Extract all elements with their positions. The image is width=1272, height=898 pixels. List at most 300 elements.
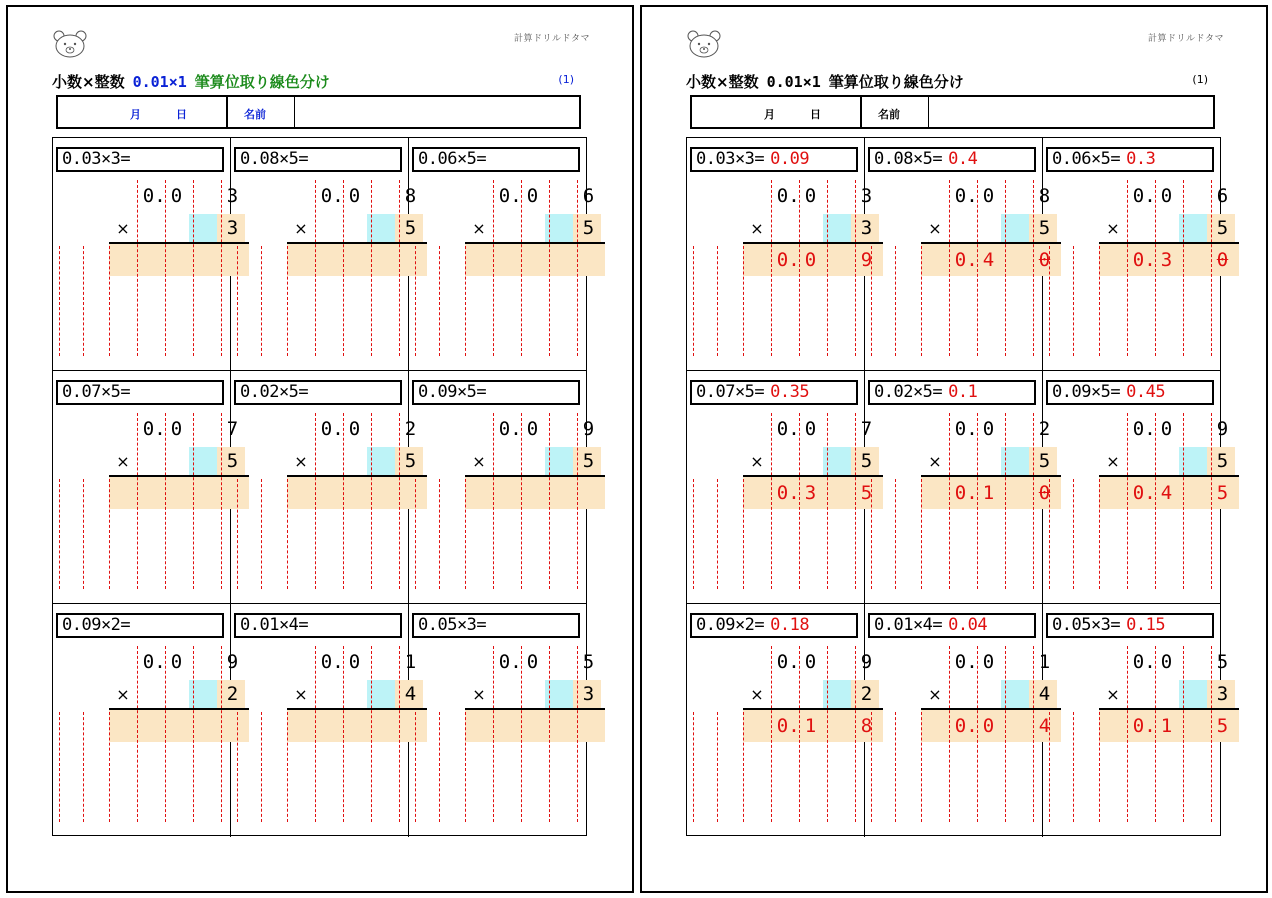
- multiplicand-digit: 1: [1038, 651, 1051, 673]
- equation-answer: 0.45: [1126, 382, 1166, 402]
- guide-line: [549, 413, 550, 589]
- times-sign: ×: [928, 685, 942, 704]
- sum-line: [109, 475, 249, 477]
- multiplicand-digit: 3: [226, 185, 239, 207]
- multiplicand-digit: 0: [982, 418, 995, 440]
- guide-line: [261, 246, 262, 356]
- guide-line: [371, 646, 372, 822]
- guide-line: [415, 246, 416, 356]
- guide-line: [439, 479, 440, 589]
- title-topic: 小数×整数: [52, 73, 125, 91]
- multiplicand-digit: 0: [1132, 185, 1145, 207]
- multiplicand-digit: 0: [1132, 418, 1145, 440]
- guide-line: [871, 246, 872, 356]
- bear-logo-icon: [686, 29, 722, 59]
- multiplicand-digit: 9: [582, 418, 595, 440]
- guide-line: [1099, 246, 1100, 356]
- multiplicand-digit: 7: [860, 418, 873, 440]
- answer-grid: [686, 137, 1229, 836]
- guide-line: [921, 479, 922, 589]
- multiplicand-digit: 5: [582, 651, 595, 673]
- answer-digit: .: [788, 249, 800, 271]
- sum-line: [465, 242, 605, 244]
- multiplicand-digit: 9: [226, 651, 239, 673]
- equation-box: [690, 380, 858, 405]
- answer-digit: 0: [1132, 249, 1145, 271]
- guide-line: [59, 246, 60, 356]
- name-date-box[interactable]: [690, 95, 1215, 129]
- problem-cell: [687, 604, 873, 837]
- equation-answer: 0.18: [770, 615, 810, 635]
- equation-answer: 0.15: [1126, 615, 1166, 635]
- equation-box: [868, 613, 1036, 638]
- answer-digit: .: [966, 715, 978, 737]
- worksheet-title: [52, 71, 330, 92]
- times-sign: ×: [472, 452, 486, 471]
- answer-digit: .: [1144, 715, 1156, 737]
- title-formula: 0.01×1: [766, 73, 821, 91]
- problem-cell: [1043, 604, 1229, 837]
- guide-line: [1073, 712, 1074, 822]
- answer-digit: 0: [954, 482, 967, 504]
- times-sign: ×: [1106, 219, 1120, 238]
- answer-digit: 3: [1160, 249, 1173, 271]
- guide-line: [193, 646, 194, 822]
- equation-box: [234, 147, 402, 172]
- answer-row-highlight: [287, 710, 427, 742]
- problem-grid: [52, 137, 595, 836]
- multiplicand-digit: .: [788, 185, 800, 207]
- guide-line: [415, 712, 416, 822]
- answer-digit: 1: [982, 482, 995, 504]
- worksheet-title: [686, 71, 964, 92]
- multiplicand-digit: 8: [404, 185, 417, 207]
- multiplicand-digit: 0: [982, 651, 995, 673]
- equation-text: 0.03×3=: [696, 149, 765, 169]
- guide-line: [717, 246, 718, 356]
- struck-zero-digit: 0: [1216, 249, 1229, 271]
- guide-line: [371, 413, 372, 589]
- guide-line: [193, 413, 194, 589]
- answer-digit: 9: [860, 249, 873, 271]
- guide-line: [895, 479, 896, 589]
- multiplicand-digit: 1: [404, 651, 417, 673]
- guide-line: [83, 246, 84, 356]
- multiplicand-digit: 0: [170, 651, 183, 673]
- sum-line: [743, 475, 883, 477]
- times-sign: ×: [294, 219, 308, 238]
- multiplicand-digit: .: [1144, 185, 1156, 207]
- sum-line: [1099, 475, 1239, 477]
- guide-line: [871, 479, 872, 589]
- equation-text: 0.07×5=: [696, 382, 765, 402]
- equation-answer: 0.3: [1126, 149, 1156, 169]
- answer-digit: .: [788, 482, 800, 504]
- guide-line: [549, 646, 550, 822]
- sum-line: [287, 242, 427, 244]
- guide-line: [109, 479, 110, 589]
- worksheet-answer-page: [640, 5, 1268, 893]
- equation-answer: 0.4: [948, 149, 978, 169]
- struck-zero-digit: 0: [1038, 482, 1051, 504]
- multiplicand-digit: .: [788, 418, 800, 440]
- multiplier-digit: 4: [1038, 683, 1051, 705]
- guide-line: [1099, 712, 1100, 822]
- answer-digit: 5: [1216, 482, 1229, 504]
- multiplicand-digit: 0: [320, 651, 333, 673]
- answer-digit: 3: [804, 482, 817, 504]
- guide-line: [1183, 413, 1184, 589]
- multiplicand-digit: 0: [498, 185, 511, 207]
- multiplicand-digit: 0: [142, 651, 155, 673]
- multiplicand-digit: .: [332, 418, 344, 440]
- answer-digit: .: [788, 715, 800, 737]
- times-sign: ×: [116, 685, 130, 704]
- equation-text: 0.02×5=: [240, 382, 309, 402]
- problem-cell: [53, 604, 239, 837]
- equation-box: [412, 380, 580, 405]
- sum-line: [743, 708, 883, 710]
- equation-text: 0.09×2=: [62, 615, 131, 635]
- problem-cell: [409, 371, 595, 604]
- times-sign: ×: [472, 685, 486, 704]
- problem-cell: [409, 138, 595, 371]
- equation-box: [690, 613, 858, 638]
- page-number: (1): [558, 73, 574, 86]
- name-date-box[interactable]: [56, 95, 581, 129]
- guide-line: [465, 712, 466, 822]
- multiplicand-digit: 0: [1160, 185, 1173, 207]
- times-sign: ×: [750, 452, 764, 471]
- multiplicand-digit: .: [154, 185, 166, 207]
- multiplicand-digit: 0: [526, 418, 539, 440]
- answer-row-highlight: [465, 477, 605, 509]
- guide-line: [1005, 413, 1006, 589]
- equation-text: 0.07×5=: [62, 382, 131, 402]
- multiplicand-digit: .: [332, 651, 344, 673]
- multiplicand-digit: 6: [1216, 185, 1229, 207]
- times-sign: ×: [1106, 685, 1120, 704]
- problem-cell: [687, 138, 873, 371]
- sum-line: [921, 475, 1061, 477]
- guide-line: [465, 479, 466, 589]
- answer-row-highlight: [109, 710, 249, 742]
- answer-digit: .: [1144, 249, 1156, 271]
- guide-line: [1049, 479, 1050, 589]
- multiplicand-digit: 0: [498, 418, 511, 440]
- times-sign: ×: [750, 219, 764, 238]
- sum-line: [743, 242, 883, 244]
- title-formula: 0.01×1: [132, 73, 187, 91]
- sum-line: [287, 708, 427, 710]
- guide-line: [827, 180, 828, 356]
- answer-digit: 5: [1216, 715, 1229, 737]
- multiplicand-digit: 0: [982, 185, 995, 207]
- multiplicand-digit: 0: [1132, 651, 1145, 673]
- equation-box: [412, 613, 580, 638]
- answer-digit: 0: [1132, 715, 1145, 737]
- equation-answer: 0.1: [948, 382, 978, 402]
- multiplicand-digit: 0: [954, 651, 967, 673]
- guide-line: [895, 246, 896, 356]
- multiplicand-digit: 0: [142, 418, 155, 440]
- guide-line: [439, 246, 440, 356]
- guide-line: [1099, 479, 1100, 589]
- guide-line: [465, 246, 466, 356]
- times-sign: ×: [472, 219, 486, 238]
- multiplicand-digit: 0: [954, 185, 967, 207]
- multiplicand-digit: 7: [226, 418, 239, 440]
- multiplicand-digit: 0: [348, 185, 361, 207]
- equation-box: [56, 380, 224, 405]
- equation-answer: 0.35: [770, 382, 810, 402]
- bear-logo-icon: [52, 29, 88, 59]
- day-label: 日: [810, 108, 821, 121]
- problem-cell: [687, 371, 873, 604]
- guide-line: [1049, 246, 1050, 356]
- multiplicand-digit: 2: [404, 418, 417, 440]
- month-label: 月: [130, 108, 141, 121]
- equation-text: 0.05×3=: [418, 615, 487, 635]
- guide-line: [1183, 180, 1184, 356]
- problem-cell: [1043, 371, 1229, 604]
- answer-digit: 1: [1160, 715, 1173, 737]
- equation-text: 0.01×4=: [874, 615, 943, 635]
- guide-line: [1183, 646, 1184, 822]
- multiplicand-digit: 0: [776, 418, 789, 440]
- multiplicand-digit: 0: [320, 418, 333, 440]
- guide-line: [371, 180, 372, 356]
- answer-digit: 1: [804, 715, 817, 737]
- multiplicand-digit: 0: [776, 651, 789, 673]
- multiplier-digit: 5: [1216, 450, 1229, 472]
- multiplicand-digit: 0: [170, 185, 183, 207]
- multiplicand-digit: 0: [348, 418, 361, 440]
- multiplier-digit: 2: [226, 683, 239, 705]
- answer-row-highlight: [287, 244, 427, 276]
- multiplicand-digit: 6: [582, 185, 595, 207]
- brand-label: 計算ドリルドタマ: [513, 34, 590, 44]
- guide-line: [109, 712, 110, 822]
- equation-text: 0.05×3=: [1052, 615, 1121, 635]
- times-sign: ×: [294, 452, 308, 471]
- answer-digit: .: [1144, 482, 1156, 504]
- multiplier-digit: 5: [404, 217, 417, 239]
- multiplier-digit: 4: [404, 683, 417, 705]
- guide-line: [827, 413, 828, 589]
- guide-line: [415, 479, 416, 589]
- guide-line: [1073, 479, 1074, 589]
- times-sign: ×: [1106, 452, 1120, 471]
- answer-row-highlight: [109, 477, 249, 509]
- equation-text: 0.09×5=: [1052, 382, 1121, 402]
- answer-digit: 0: [982, 715, 995, 737]
- multiplier-digit: 3: [860, 217, 873, 239]
- guide-line: [237, 712, 238, 822]
- multiplier-digit: 5: [404, 450, 417, 472]
- multiplicand-digit: .: [510, 651, 522, 673]
- sum-line: [287, 475, 427, 477]
- equation-text: 0.02×5=: [874, 382, 943, 402]
- title-method: 筆算位取り線色分け: [828, 73, 964, 91]
- guide-line: [717, 479, 718, 589]
- answer-digit: 0: [776, 715, 789, 737]
- multiplicand-digit: .: [332, 185, 344, 207]
- times-sign: ×: [928, 452, 942, 471]
- problem-cell: [53, 138, 239, 371]
- sum-line: [109, 242, 249, 244]
- guide-line: [895, 712, 896, 822]
- guide-line: [287, 479, 288, 589]
- answer-digit: 0: [1132, 482, 1145, 504]
- sum-line: [465, 708, 605, 710]
- problem-cell: [1043, 138, 1229, 371]
- guide-line: [237, 246, 238, 356]
- multiplier-digit: 3: [226, 217, 239, 239]
- multiplier-digit: 3: [582, 683, 595, 705]
- answer-digit: .: [966, 249, 978, 271]
- day-label: 日: [176, 108, 187, 121]
- title-method: 筆算位取り線色分け: [194, 73, 330, 91]
- equation-box: [1046, 613, 1214, 638]
- problem-cell: [865, 371, 1051, 604]
- guide-line: [261, 479, 262, 589]
- multiplicand-digit: 0: [498, 651, 511, 673]
- title-topic: 小数×整数: [686, 73, 759, 91]
- page-number: (1): [1192, 73, 1208, 86]
- equation-box: [234, 613, 402, 638]
- multiplicand-digit: .: [966, 418, 978, 440]
- multiplicand-digit: 0: [804, 651, 817, 673]
- multiplicand-digit: 0: [804, 185, 817, 207]
- multiplier-digit: 5: [226, 450, 239, 472]
- multiplicand-digit: .: [154, 418, 166, 440]
- times-sign: ×: [116, 452, 130, 471]
- guide-line: [743, 246, 744, 356]
- multiplicand-digit: .: [154, 651, 166, 673]
- equation-box: [1046, 147, 1214, 172]
- guide-line: [109, 246, 110, 356]
- multiplicand-digit: 0: [1160, 418, 1173, 440]
- multiplier-digit: 5: [1216, 217, 1229, 239]
- multiplicand-digit: .: [966, 651, 978, 673]
- multiplicand-digit: 0: [804, 418, 817, 440]
- multiplicand-digit: 0: [776, 185, 789, 207]
- guide-line: [1005, 646, 1006, 822]
- guide-line: [287, 246, 288, 356]
- guide-line: [59, 479, 60, 589]
- multiplier-digit: 2: [860, 683, 873, 705]
- guide-line: [261, 712, 262, 822]
- guide-line: [717, 712, 718, 822]
- equation-answer: 0.04: [948, 615, 988, 635]
- times-sign: ×: [750, 685, 764, 704]
- answer-digit: 0: [804, 249, 817, 271]
- problem-cell: [231, 371, 417, 604]
- answer-digit: 0: [954, 715, 967, 737]
- multiplier-digit: 5: [860, 450, 873, 472]
- answer-row-highlight: [465, 244, 605, 276]
- guide-line: [921, 712, 922, 822]
- multiplicand-digit: 2: [1038, 418, 1051, 440]
- guide-line: [439, 712, 440, 822]
- guide-line: [693, 712, 694, 822]
- answer-row-highlight: [109, 244, 249, 276]
- problem-cell: [53, 371, 239, 604]
- guide-line: [549, 180, 550, 356]
- sum-line: [1099, 242, 1239, 244]
- multiplicand-digit: .: [510, 418, 522, 440]
- problem-cell: [231, 138, 417, 371]
- guide-line: [83, 712, 84, 822]
- sum-line: [465, 475, 605, 477]
- guide-line: [743, 712, 744, 822]
- brand-label: 計算ドリルドタマ: [1147, 34, 1224, 44]
- multiplier-digit: 5: [1038, 217, 1051, 239]
- equation-box: [412, 147, 580, 172]
- equation-text: 0.06×5=: [418, 149, 487, 169]
- multiplicand-digit: 3: [860, 185, 873, 207]
- guide-line: [83, 479, 84, 589]
- equation-box: [56, 613, 224, 638]
- answer-digit: 8: [860, 715, 873, 737]
- answer-digit: 4: [1160, 482, 1173, 504]
- multiplicand-digit: 9: [860, 651, 873, 673]
- equation-answer: 0.09: [770, 149, 810, 169]
- guide-line: [59, 712, 60, 822]
- multiplicand-digit: 0: [142, 185, 155, 207]
- problem-cell: [865, 138, 1051, 371]
- guide-line: [693, 246, 694, 356]
- answer-digit: 4: [982, 249, 995, 271]
- multiplicand-digit: .: [788, 651, 800, 673]
- answer-digit: 0: [776, 482, 789, 504]
- sum-line: [1099, 708, 1239, 710]
- guide-line: [743, 479, 744, 589]
- sum-line: [921, 708, 1061, 710]
- answer-row-highlight: [287, 477, 427, 509]
- multiplicand-digit: .: [510, 185, 522, 207]
- equation-box: [690, 147, 858, 172]
- multiplier-digit: 3: [1216, 683, 1229, 705]
- name-label: 名前: [244, 108, 266, 121]
- answer-digit: 5: [860, 482, 873, 504]
- answer-digit: 4: [1038, 715, 1051, 737]
- guide-line: [1005, 180, 1006, 356]
- answer-digit: 0: [776, 249, 789, 271]
- guide-line: [1073, 246, 1074, 356]
- answer-digit: 0: [954, 249, 967, 271]
- equation-box: [1046, 380, 1214, 405]
- equation-text: 0.06×5=: [1052, 149, 1121, 169]
- guide-line: [193, 180, 194, 356]
- problem-cell: [865, 604, 1051, 837]
- multiplicand-digit: 9: [1216, 418, 1229, 440]
- multiplicand-digit: 0: [526, 185, 539, 207]
- multiplicand-digit: 5: [1216, 651, 1229, 673]
- struck-zero-digit: 0: [1038, 249, 1051, 271]
- times-sign: ×: [294, 685, 308, 704]
- equation-text: 0.03×3=: [62, 149, 131, 169]
- guide-line: [871, 712, 872, 822]
- guide-line: [827, 646, 828, 822]
- multiplicand-digit: 0: [1160, 651, 1173, 673]
- sum-line: [921, 242, 1061, 244]
- guide-line: [287, 712, 288, 822]
- multiplicand-digit: .: [1144, 418, 1156, 440]
- multiplicand-digit: 0: [170, 418, 183, 440]
- sum-line: [109, 708, 249, 710]
